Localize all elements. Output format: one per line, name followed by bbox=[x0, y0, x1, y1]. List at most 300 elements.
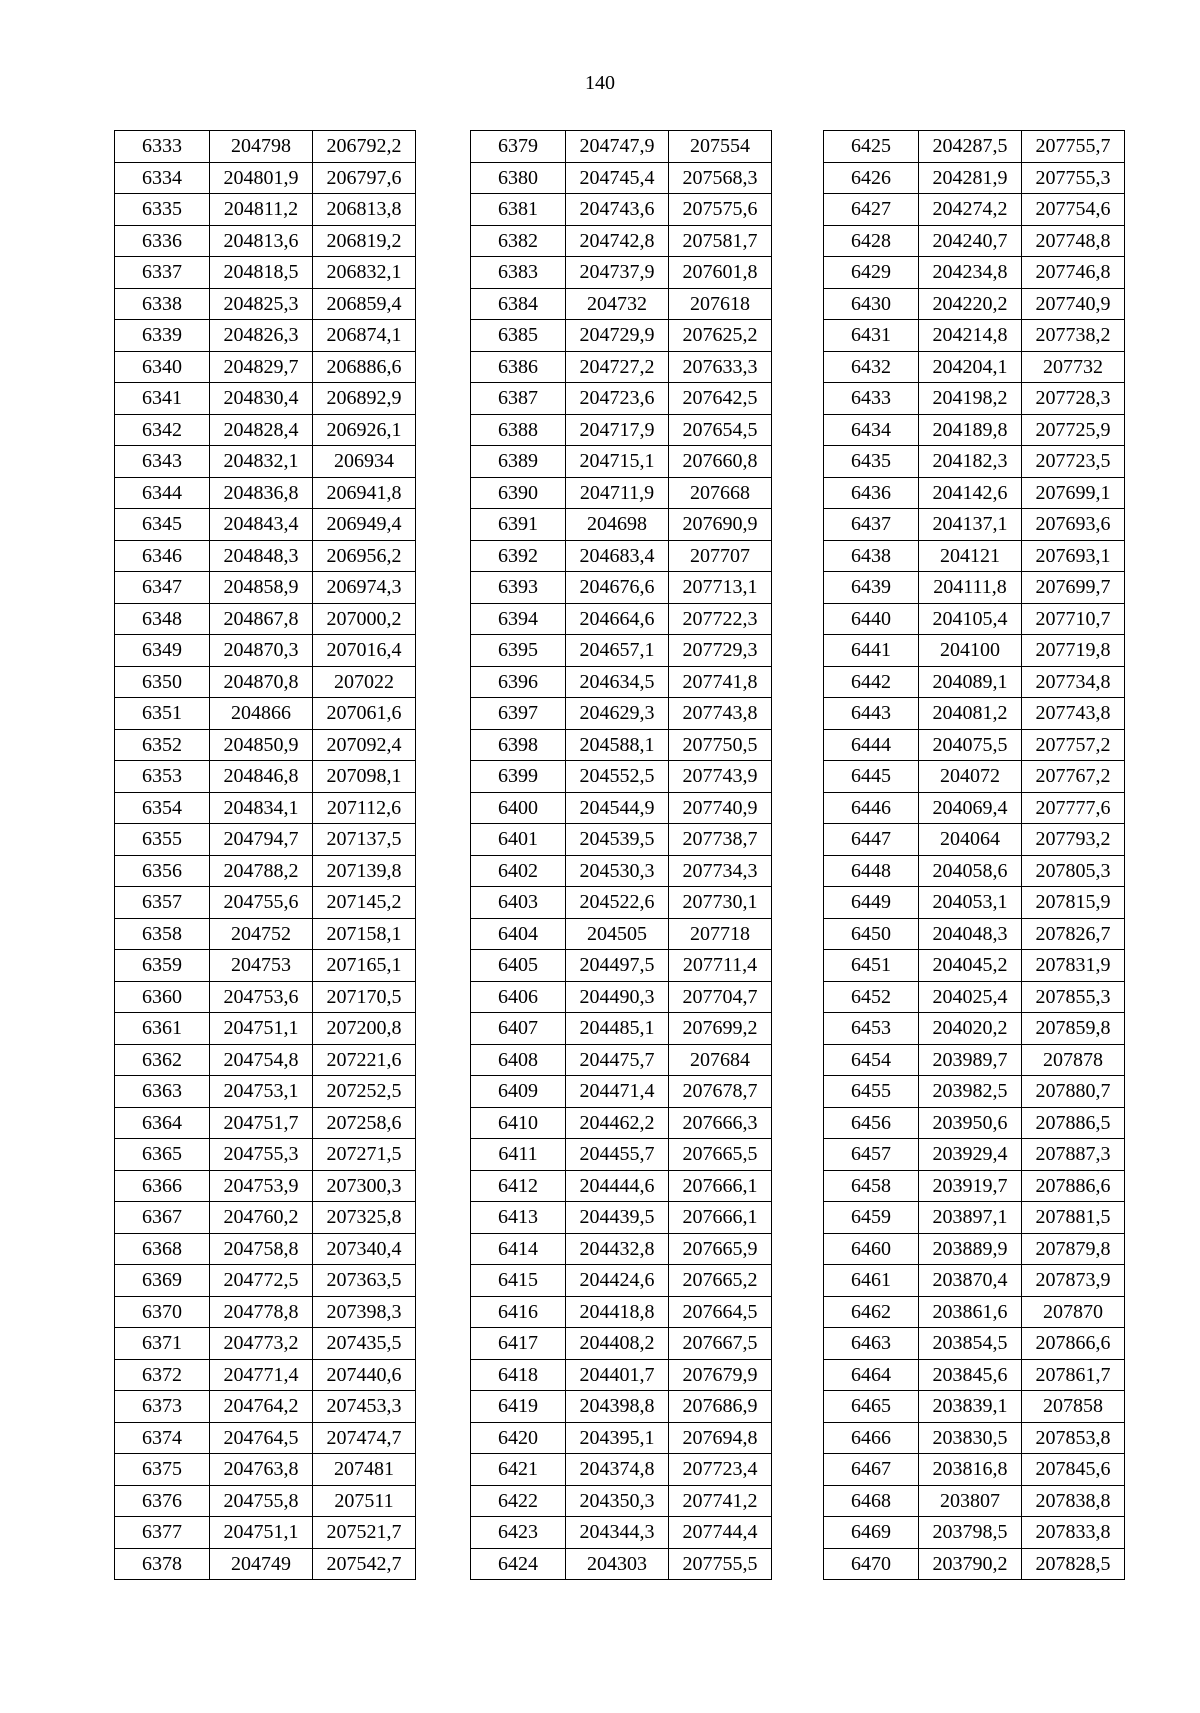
point-number-cell: 6345 bbox=[115, 509, 210, 541]
y-coordinate-cell: 207092,4 bbox=[313, 729, 416, 761]
point-number-cell: 6458 bbox=[824, 1170, 919, 1202]
table-row bbox=[115, 918, 416, 950]
y-coordinate-cell: 207435,5 bbox=[313, 1328, 416, 1360]
y-coordinate-cell: 207833,8 bbox=[1022, 1517, 1125, 1549]
table-row bbox=[471, 509, 772, 541]
point-number-cell: 6407 bbox=[471, 1013, 566, 1045]
table-row bbox=[471, 1296, 772, 1328]
table-row bbox=[824, 666, 1125, 698]
x-coordinate-cell: 204752 bbox=[210, 918, 313, 950]
point-number-cell: 6334 bbox=[115, 162, 210, 194]
x-coordinate-cell: 204836,8 bbox=[210, 477, 313, 509]
y-coordinate-cell: 207880,7 bbox=[1022, 1076, 1125, 1108]
point-number-cell: 6413 bbox=[471, 1202, 566, 1234]
y-coordinate-cell: 207000,2 bbox=[313, 603, 416, 635]
coordinate-table-2 bbox=[470, 130, 772, 1580]
y-coordinate-cell: 207667,5 bbox=[669, 1328, 772, 1360]
point-number-cell: 6393 bbox=[471, 572, 566, 604]
point-number-cell: 6361 bbox=[115, 1013, 210, 1045]
table-row bbox=[471, 824, 772, 856]
point-number-cell: 6337 bbox=[115, 257, 210, 289]
y-coordinate-cell: 207258,6 bbox=[313, 1107, 416, 1139]
y-coordinate-cell: 207878 bbox=[1022, 1044, 1125, 1076]
point-number-cell: 6399 bbox=[471, 761, 566, 793]
y-coordinate-cell: 206886,6 bbox=[313, 351, 416, 383]
table-row bbox=[824, 603, 1125, 635]
x-coordinate-cell: 203897,1 bbox=[919, 1202, 1022, 1234]
table-row bbox=[115, 1359, 416, 1391]
y-coordinate-cell: 207554 bbox=[669, 131, 772, 163]
table-row bbox=[471, 320, 772, 352]
y-coordinate-cell: 207654,5 bbox=[669, 414, 772, 446]
table-row bbox=[824, 1044, 1125, 1076]
point-number-cell: 6461 bbox=[824, 1265, 919, 1297]
table-row bbox=[471, 1391, 772, 1423]
y-coordinate-cell: 207866,6 bbox=[1022, 1328, 1125, 1360]
x-coordinate-cell: 204753,9 bbox=[210, 1170, 313, 1202]
x-coordinate-cell: 204234,8 bbox=[919, 257, 1022, 289]
table-row bbox=[824, 918, 1125, 950]
y-coordinate-cell: 207678,7 bbox=[669, 1076, 772, 1108]
y-coordinate-cell: 207568,3 bbox=[669, 162, 772, 194]
point-number-cell: 6418 bbox=[471, 1359, 566, 1391]
table-row bbox=[471, 761, 772, 793]
point-number-cell: 6434 bbox=[824, 414, 919, 446]
x-coordinate-cell: 204798 bbox=[210, 131, 313, 163]
point-number-cell: 6392 bbox=[471, 540, 566, 572]
point-number-cell: 6410 bbox=[471, 1107, 566, 1139]
point-number-cell: 6454 bbox=[824, 1044, 919, 1076]
point-number-cell: 6378 bbox=[115, 1548, 210, 1580]
point-number-cell: 6372 bbox=[115, 1359, 210, 1391]
x-coordinate-cell: 204629,3 bbox=[566, 698, 669, 730]
y-coordinate-cell: 207575,6 bbox=[669, 194, 772, 226]
x-coordinate-cell: 204020,2 bbox=[919, 1013, 1022, 1045]
point-number-cell: 6406 bbox=[471, 981, 566, 1013]
x-coordinate-cell: 203989,7 bbox=[919, 1044, 1022, 1076]
y-coordinate-cell: 207718 bbox=[669, 918, 772, 950]
y-coordinate-cell: 206813,8 bbox=[313, 194, 416, 226]
x-coordinate-cell: 204828,4 bbox=[210, 414, 313, 446]
x-coordinate-cell: 204801,9 bbox=[210, 162, 313, 194]
point-number-cell: 6375 bbox=[115, 1454, 210, 1486]
x-coordinate-cell: 204755,6 bbox=[210, 887, 313, 919]
table-row bbox=[471, 1076, 772, 1108]
y-coordinate-cell: 207252,5 bbox=[313, 1076, 416, 1108]
point-number-cell: 6444 bbox=[824, 729, 919, 761]
x-coordinate-cell: 204850,9 bbox=[210, 729, 313, 761]
point-number-cell: 6338 bbox=[115, 288, 210, 320]
point-number-cell: 6417 bbox=[471, 1328, 566, 1360]
point-number-cell: 6467 bbox=[824, 1454, 919, 1486]
y-coordinate-cell: 207581,7 bbox=[669, 225, 772, 257]
point-number-cell: 6349 bbox=[115, 635, 210, 667]
point-number-cell: 6369 bbox=[115, 1265, 210, 1297]
x-coordinate-cell: 204870,8 bbox=[210, 666, 313, 698]
x-coordinate-cell: 204045,2 bbox=[919, 950, 1022, 982]
point-number-cell: 6379 bbox=[471, 131, 566, 163]
table-row bbox=[824, 1328, 1125, 1360]
table-row bbox=[471, 1328, 772, 1360]
x-coordinate-cell: 204401,7 bbox=[566, 1359, 669, 1391]
table-row bbox=[824, 288, 1125, 320]
y-coordinate-cell: 207666,3 bbox=[669, 1107, 772, 1139]
y-coordinate-cell: 207481 bbox=[313, 1454, 416, 1486]
table-row bbox=[471, 666, 772, 698]
table-row bbox=[115, 950, 416, 982]
table-row bbox=[824, 635, 1125, 667]
x-coordinate-cell: 203790,2 bbox=[919, 1548, 1022, 1580]
point-number-cell: 6409 bbox=[471, 1076, 566, 1108]
x-coordinate-cell: 204754,8 bbox=[210, 1044, 313, 1076]
x-coordinate-cell: 204281,9 bbox=[919, 162, 1022, 194]
y-coordinate-cell: 207748,8 bbox=[1022, 225, 1125, 257]
table-row bbox=[115, 981, 416, 1013]
y-coordinate-cell: 207170,5 bbox=[313, 981, 416, 1013]
coordinate-table-1 bbox=[114, 130, 416, 1580]
point-number-cell: 6448 bbox=[824, 855, 919, 887]
table-row bbox=[115, 824, 416, 856]
table-row bbox=[115, 1454, 416, 1486]
y-coordinate-cell: 206859,4 bbox=[313, 288, 416, 320]
y-coordinate-cell: 207873,9 bbox=[1022, 1265, 1125, 1297]
y-coordinate-cell: 207665,2 bbox=[669, 1265, 772, 1297]
x-coordinate-cell: 204634,5 bbox=[566, 666, 669, 698]
point-number-cell: 6421 bbox=[471, 1454, 566, 1486]
table-row bbox=[115, 257, 416, 289]
x-coordinate-cell: 203830,5 bbox=[919, 1422, 1022, 1454]
y-coordinate-cell: 207363,5 bbox=[313, 1265, 416, 1297]
point-number-cell: 6362 bbox=[115, 1044, 210, 1076]
point-number-cell: 6350 bbox=[115, 666, 210, 698]
y-coordinate-cell: 206892,9 bbox=[313, 383, 416, 415]
page-number: 140 bbox=[585, 72, 615, 94]
table-row bbox=[471, 446, 772, 478]
table-row bbox=[115, 351, 416, 383]
y-coordinate-cell: 206934 bbox=[313, 446, 416, 478]
x-coordinate-cell: 204657,1 bbox=[566, 635, 669, 667]
x-coordinate-cell: 204142,6 bbox=[919, 477, 1022, 509]
table-row bbox=[471, 257, 772, 289]
table-row bbox=[471, 1013, 772, 1045]
point-number-cell: 6381 bbox=[471, 194, 566, 226]
point-number-cell: 6382 bbox=[471, 225, 566, 257]
point-number-cell: 6462 bbox=[824, 1296, 919, 1328]
point-number-cell: 6343 bbox=[115, 446, 210, 478]
point-number-cell: 6367 bbox=[115, 1202, 210, 1234]
table-row bbox=[115, 320, 416, 352]
point-number-cell: 6386 bbox=[471, 351, 566, 383]
y-coordinate-cell: 207741,2 bbox=[669, 1485, 772, 1517]
table-row bbox=[115, 288, 416, 320]
table-row bbox=[824, 1391, 1125, 1423]
point-number-cell: 6445 bbox=[824, 761, 919, 793]
point-number-cell: 6351 bbox=[115, 698, 210, 730]
y-coordinate-cell: 207754,6 bbox=[1022, 194, 1125, 226]
point-number-cell: 6365 bbox=[115, 1139, 210, 1171]
y-coordinate-cell: 207886,5 bbox=[1022, 1107, 1125, 1139]
point-number-cell: 6384 bbox=[471, 288, 566, 320]
x-coordinate-cell: 204664,6 bbox=[566, 603, 669, 635]
point-number-cell: 6403 bbox=[471, 887, 566, 919]
y-coordinate-cell: 207139,8 bbox=[313, 855, 416, 887]
point-number-cell: 6436 bbox=[824, 477, 919, 509]
x-coordinate-cell: 204778,8 bbox=[210, 1296, 313, 1328]
y-coordinate-cell: 207221,6 bbox=[313, 1044, 416, 1076]
table-row bbox=[115, 698, 416, 730]
x-coordinate-cell: 204811,2 bbox=[210, 194, 313, 226]
table-row bbox=[471, 131, 772, 163]
y-coordinate-cell: 207746,8 bbox=[1022, 257, 1125, 289]
table-row bbox=[824, 855, 1125, 887]
point-number-cell: 6419 bbox=[471, 1391, 566, 1423]
table-row bbox=[824, 540, 1125, 572]
x-coordinate-cell: 204711,9 bbox=[566, 477, 669, 509]
x-coordinate-cell: 204870,3 bbox=[210, 635, 313, 667]
x-coordinate-cell: 204764,5 bbox=[210, 1422, 313, 1454]
point-number-cell: 6429 bbox=[824, 257, 919, 289]
y-coordinate-cell: 207723,4 bbox=[669, 1454, 772, 1486]
table-row bbox=[471, 792, 772, 824]
x-coordinate-cell: 204462,2 bbox=[566, 1107, 669, 1139]
x-coordinate-cell: 204732 bbox=[566, 288, 669, 320]
x-coordinate-cell: 204475,7 bbox=[566, 1044, 669, 1076]
table-row bbox=[115, 1013, 416, 1045]
table-row bbox=[824, 225, 1125, 257]
table-row bbox=[471, 1517, 772, 1549]
table-row bbox=[824, 1139, 1125, 1171]
point-number-cell: 6397 bbox=[471, 698, 566, 730]
y-coordinate-cell: 207711,4 bbox=[669, 950, 772, 982]
table-row bbox=[115, 729, 416, 761]
table-row bbox=[824, 194, 1125, 226]
x-coordinate-cell: 204303 bbox=[566, 1548, 669, 1580]
point-number-cell: 6396 bbox=[471, 666, 566, 698]
point-number-cell: 6432 bbox=[824, 351, 919, 383]
y-coordinate-cell: 207879,8 bbox=[1022, 1233, 1125, 1265]
table-row bbox=[471, 1265, 772, 1297]
x-coordinate-cell: 204683,4 bbox=[566, 540, 669, 572]
table-row bbox=[471, 1548, 772, 1580]
point-number-cell: 6446 bbox=[824, 792, 919, 824]
y-coordinate-cell: 207755,3 bbox=[1022, 162, 1125, 194]
y-coordinate-cell: 207665,5 bbox=[669, 1139, 772, 1171]
table-row bbox=[115, 666, 416, 698]
table-row bbox=[471, 729, 772, 761]
table-row bbox=[824, 761, 1125, 793]
x-coordinate-cell: 204089,1 bbox=[919, 666, 1022, 698]
point-number-cell: 6420 bbox=[471, 1422, 566, 1454]
x-coordinate-cell: 204866 bbox=[210, 698, 313, 730]
y-coordinate-cell: 207453,3 bbox=[313, 1391, 416, 1423]
y-coordinate-cell: 207886,6 bbox=[1022, 1170, 1125, 1202]
y-coordinate-cell: 207665,9 bbox=[669, 1233, 772, 1265]
point-number-cell: 6442 bbox=[824, 666, 919, 698]
point-number-cell: 6371 bbox=[115, 1328, 210, 1360]
y-coordinate-cell: 206941,8 bbox=[313, 477, 416, 509]
table-row bbox=[824, 414, 1125, 446]
y-coordinate-cell: 207755,5 bbox=[669, 1548, 772, 1580]
y-coordinate-cell: 207744,4 bbox=[669, 1517, 772, 1549]
y-coordinate-cell: 207740,9 bbox=[669, 792, 772, 824]
table-row bbox=[824, 1422, 1125, 1454]
point-number-cell: 6433 bbox=[824, 383, 919, 415]
point-number-cell: 6423 bbox=[471, 1517, 566, 1549]
point-number-cell: 6359 bbox=[115, 950, 210, 982]
y-coordinate-cell: 207601,8 bbox=[669, 257, 772, 289]
table-row bbox=[471, 1422, 772, 1454]
table-row bbox=[824, 1548, 1125, 1580]
x-coordinate-cell: 204058,6 bbox=[919, 855, 1022, 887]
table-row bbox=[115, 1485, 416, 1517]
point-number-cell: 6373 bbox=[115, 1391, 210, 1423]
point-number-cell: 6466 bbox=[824, 1422, 919, 1454]
x-coordinate-cell: 204240,7 bbox=[919, 225, 1022, 257]
table-row bbox=[115, 1391, 416, 1423]
y-coordinate-cell: 207699,7 bbox=[1022, 572, 1125, 604]
table-row bbox=[824, 824, 1125, 856]
table-row bbox=[471, 225, 772, 257]
point-number-cell: 6428 bbox=[824, 225, 919, 257]
point-number-cell: 6465 bbox=[824, 1391, 919, 1423]
table-row bbox=[824, 572, 1125, 604]
point-number-cell: 6374 bbox=[115, 1422, 210, 1454]
table-row bbox=[471, 698, 772, 730]
table-row bbox=[115, 603, 416, 635]
x-coordinate-cell: 204755,8 bbox=[210, 1485, 313, 1517]
y-coordinate-cell: 207725,9 bbox=[1022, 414, 1125, 446]
point-number-cell: 6391 bbox=[471, 509, 566, 541]
y-coordinate-cell: 207666,1 bbox=[669, 1202, 772, 1234]
x-coordinate-cell: 204398,8 bbox=[566, 1391, 669, 1423]
x-coordinate-cell: 204723,6 bbox=[566, 383, 669, 415]
x-coordinate-cell: 204751,7 bbox=[210, 1107, 313, 1139]
y-coordinate-cell: 207730,1 bbox=[669, 887, 772, 919]
point-number-cell: 6385 bbox=[471, 320, 566, 352]
point-number-cell: 6341 bbox=[115, 383, 210, 415]
x-coordinate-cell: 204676,6 bbox=[566, 572, 669, 604]
y-coordinate-cell: 207855,3 bbox=[1022, 981, 1125, 1013]
table-row bbox=[824, 351, 1125, 383]
y-coordinate-cell: 206819,2 bbox=[313, 225, 416, 257]
table-row bbox=[824, 1296, 1125, 1328]
x-coordinate-cell: 204497,5 bbox=[566, 950, 669, 982]
point-number-cell: 6405 bbox=[471, 950, 566, 982]
x-coordinate-cell: 204742,8 bbox=[566, 225, 669, 257]
y-coordinate-cell: 207690,9 bbox=[669, 509, 772, 541]
y-coordinate-cell: 207738,7 bbox=[669, 824, 772, 856]
table-row bbox=[115, 509, 416, 541]
table-row bbox=[824, 477, 1125, 509]
table-row bbox=[115, 1233, 416, 1265]
x-coordinate-cell: 203950,6 bbox=[919, 1107, 1022, 1139]
point-number-cell: 6404 bbox=[471, 918, 566, 950]
y-coordinate-cell: 207642,5 bbox=[669, 383, 772, 415]
table-row bbox=[115, 131, 416, 163]
y-coordinate-cell: 206949,4 bbox=[313, 509, 416, 541]
table-row bbox=[471, 1359, 772, 1391]
x-coordinate-cell: 203929,4 bbox=[919, 1139, 1022, 1171]
y-coordinate-cell: 207755,7 bbox=[1022, 131, 1125, 163]
point-number-cell: 6414 bbox=[471, 1233, 566, 1265]
x-coordinate-cell: 204843,4 bbox=[210, 509, 313, 541]
y-coordinate-cell: 207853,8 bbox=[1022, 1422, 1125, 1454]
y-coordinate-cell: 207158,1 bbox=[313, 918, 416, 950]
y-coordinate-cell: 207668 bbox=[669, 477, 772, 509]
y-coordinate-cell: 207838,8 bbox=[1022, 1485, 1125, 1517]
table-row bbox=[471, 603, 772, 635]
table-row bbox=[824, 1517, 1125, 1549]
x-coordinate-cell: 204075,5 bbox=[919, 729, 1022, 761]
x-coordinate-cell: 204773,2 bbox=[210, 1328, 313, 1360]
x-coordinate-cell: 204813,6 bbox=[210, 225, 313, 257]
point-number-cell: 6438 bbox=[824, 540, 919, 572]
point-number-cell: 6395 bbox=[471, 635, 566, 667]
x-coordinate-cell: 204760,2 bbox=[210, 1202, 313, 1234]
table-row bbox=[115, 1265, 416, 1297]
y-coordinate-cell: 207723,5 bbox=[1022, 446, 1125, 478]
y-coordinate-cell: 207743,8 bbox=[1022, 698, 1125, 730]
point-number-cell: 6380 bbox=[471, 162, 566, 194]
table-row bbox=[824, 1170, 1125, 1202]
y-coordinate-cell: 207694,8 bbox=[669, 1422, 772, 1454]
y-coordinate-cell: 207022 bbox=[313, 666, 416, 698]
x-coordinate-cell: 204832,1 bbox=[210, 446, 313, 478]
point-number-cell: 6336 bbox=[115, 225, 210, 257]
y-coordinate-cell: 207704,7 bbox=[669, 981, 772, 1013]
point-number-cell: 6387 bbox=[471, 383, 566, 415]
x-coordinate-cell: 203854,5 bbox=[919, 1328, 1022, 1360]
y-coordinate-cell: 207625,2 bbox=[669, 320, 772, 352]
x-coordinate-cell: 204374,8 bbox=[566, 1454, 669, 1486]
x-coordinate-cell: 204439,5 bbox=[566, 1202, 669, 1234]
x-coordinate-cell: 203919,7 bbox=[919, 1170, 1022, 1202]
table-row bbox=[824, 509, 1125, 541]
y-coordinate-cell: 207738,2 bbox=[1022, 320, 1125, 352]
table-row bbox=[471, 918, 772, 950]
x-coordinate-cell: 203982,5 bbox=[919, 1076, 1022, 1108]
x-coordinate-cell: 204505 bbox=[566, 918, 669, 950]
point-number-cell: 6400 bbox=[471, 792, 566, 824]
x-coordinate-cell: 204418,8 bbox=[566, 1296, 669, 1328]
y-coordinate-cell: 207660,8 bbox=[669, 446, 772, 478]
x-coordinate-cell: 204121 bbox=[919, 540, 1022, 572]
table-row bbox=[824, 981, 1125, 1013]
y-coordinate-cell: 207165,1 bbox=[313, 950, 416, 982]
x-coordinate-cell: 204772,5 bbox=[210, 1265, 313, 1297]
x-coordinate-cell: 204100 bbox=[919, 635, 1022, 667]
coordinate-table-3 bbox=[823, 130, 1125, 1580]
point-number-cell: 6416 bbox=[471, 1296, 566, 1328]
point-number-cell: 6427 bbox=[824, 194, 919, 226]
table-row bbox=[471, 1170, 772, 1202]
y-coordinate-cell: 207845,6 bbox=[1022, 1454, 1125, 1486]
table-row bbox=[115, 1548, 416, 1580]
y-coordinate-cell: 207740,9 bbox=[1022, 288, 1125, 320]
point-number-cell: 6455 bbox=[824, 1076, 919, 1108]
table-row bbox=[471, 351, 772, 383]
table-row bbox=[115, 194, 416, 226]
y-coordinate-cell: 207728,3 bbox=[1022, 383, 1125, 415]
point-number-cell: 6437 bbox=[824, 509, 919, 541]
x-coordinate-cell: 204544,9 bbox=[566, 792, 669, 824]
y-coordinate-cell: 207664,5 bbox=[669, 1296, 772, 1328]
y-coordinate-cell: 207542,7 bbox=[313, 1548, 416, 1580]
table-row bbox=[471, 981, 772, 1013]
point-number-cell: 6353 bbox=[115, 761, 210, 793]
y-coordinate-cell: 207325,8 bbox=[313, 1202, 416, 1234]
table-row bbox=[115, 1328, 416, 1360]
